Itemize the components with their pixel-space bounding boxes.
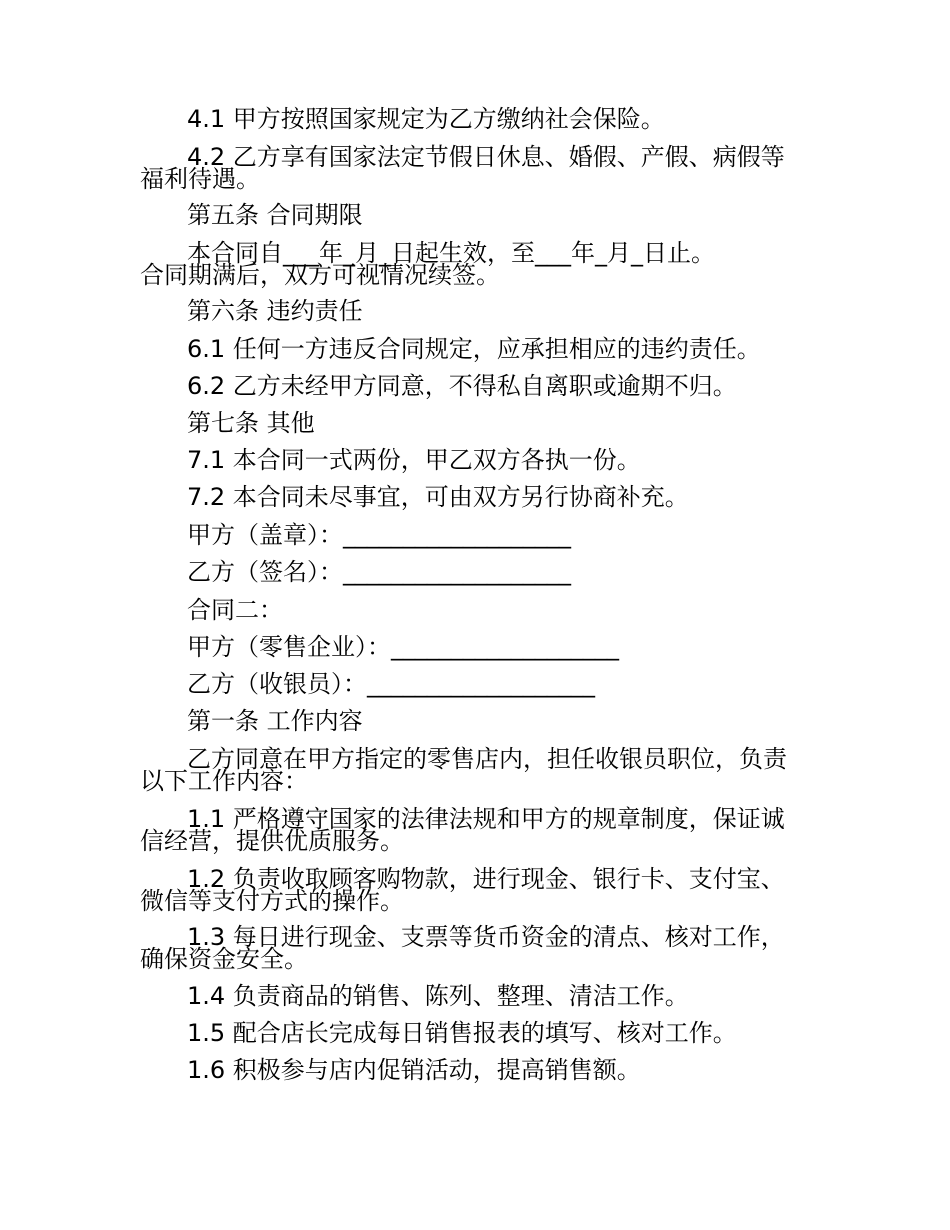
paragraph-line: 甲方（零售企业）：___________________ [187,633,619,661]
paragraph-line: 本合同自___年_月_日起生效，至___年_月_日止。 [187,239,715,267]
paragraph-line: 第六条 违约责任 [187,297,363,325]
clause-1-2 [140,865,820,915]
paragraph-line: 4.1 甲方按照国家规定为乙方缴纳社会保险。 [187,105,665,133]
paragraph-continuation: 福利待遇。 [140,165,260,193]
party-a-retail-line [140,633,820,661]
article-1-heading [140,707,820,735]
clause-1-6 [140,1056,820,1084]
party-b-cashier-line [140,670,820,698]
paragraph-continuation: 信经营，提供优质服务。 [140,827,404,855]
paragraph-line: 第七条 其他 [187,409,315,437]
paragraph-line: 乙方（收银员）：___________________ [187,670,595,698]
clause-4-1 [140,105,820,133]
paragraph-line: 7.1 本合同一式两份，甲乙双方各执一份。 [187,446,641,474]
paragraph-line: 4.2 乙方享有国家法定节假日休息、婚假、产假、病假等 [187,143,785,171]
contract-two-heading [140,596,820,624]
paragraph-line: 第五条 合同期限 [187,201,363,229]
paragraph-line: 1.6 积极参与店内促销活动，提高销售额。 [187,1056,641,1084]
paragraph-line: 6.2 乙方未经甲方同意，不得私自离职或逾期不归。 [187,372,737,400]
paragraph-line: 乙方同意在甲方指定的零售店内，担任收银员职位，负责 [187,745,787,773]
paragraph-line: 1.2 负责收取顾客购物款，进行现金、银行卡、支付宝、 [187,865,785,893]
paragraph-line: 1.1 严格遵守国家的法律法规和甲方的规章制度，保证诚 [187,805,785,833]
party-a-seal-line [140,521,820,549]
clause-6-1 [140,335,820,363]
paragraph-line: 甲方（盖章）：___________________ [187,521,571,549]
paragraph-continuation: 以下工作内容： [140,767,308,795]
paragraph-line: 1.5 配合店长完成每日销售报表的填写、核对工作。 [187,1019,737,1047]
clause-1-4 [140,982,820,1010]
article-5-body [140,239,820,289]
article-7-heading [140,409,820,437]
clause-4-2 [140,143,820,193]
clause-7-2 [140,483,820,511]
clause-1-1 [140,805,820,855]
article-5-heading [140,201,820,229]
paragraph-line: 7.2 本合同未尽事宜，可由双方另行协商补充。 [187,483,689,511]
clause-7-1 [140,446,820,474]
paragraph-line: 1.4 负责商品的销售、陈列、整理、清洁工作。 [187,982,689,1010]
paragraph-line: 第一条 工作内容 [187,707,363,735]
clause-1-3 [140,923,820,973]
article-6-heading [140,297,820,325]
clause-1-5 [140,1019,820,1047]
paragraph-line: 乙方（签名）：___________________ [187,558,571,586]
paragraph-continuation: 微信等支付方式的操作。 [140,887,404,915]
article-1-body [140,745,820,795]
paragraph-continuation: 合同期满后，双方可视情况续签。 [140,261,500,289]
clause-6-2 [140,372,820,400]
paragraph-line: 合同二： [187,596,283,624]
paragraph-line: 6.1 任何一方违反合同规定，应承担相应的违约责任。 [187,335,761,363]
paragraph-continuation: 确保资金安全。 [140,945,308,973]
paragraph-line: 1.3 每日进行现金、支票等货币资金的清点、核对工作， [187,923,785,951]
party-b-signature-line [140,558,820,586]
